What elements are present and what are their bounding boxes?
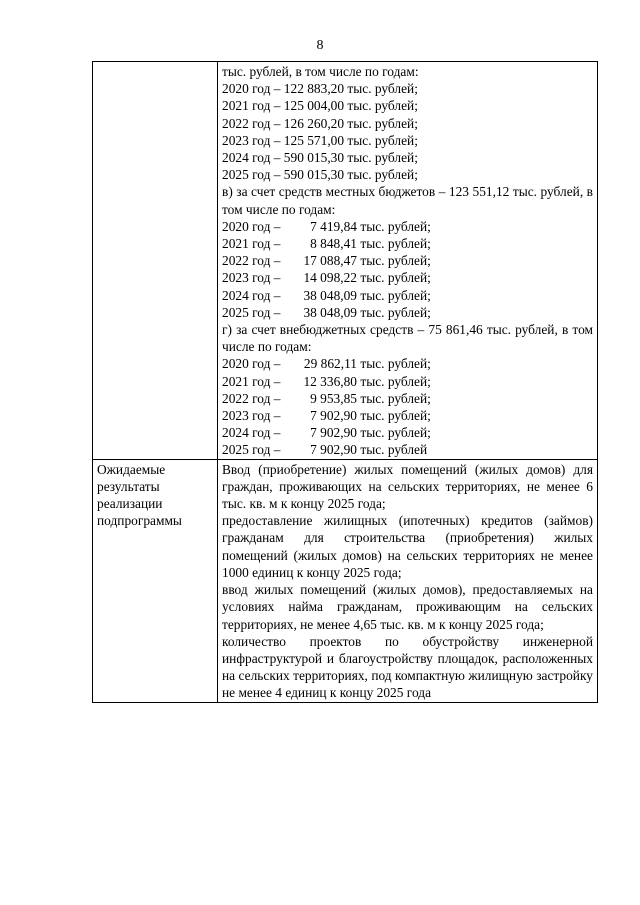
year-label: 2020 год – [222, 356, 281, 372]
year-amount: 8 848,41 [310, 236, 357, 252]
offbudget-year-line [222, 407, 593, 424]
results-value-cell [218, 459, 598, 702]
local-budget-year-line [222, 304, 593, 321]
year-label: 2024 год – [222, 287, 281, 303]
year-label: 2022 год – [222, 390, 281, 406]
offbudget-year-line [222, 373, 593, 390]
year-unit: тыс. рублей; [357, 287, 431, 303]
offbudget-year-line [222, 441, 593, 458]
year-unit: тыс. рублей; [357, 356, 431, 372]
funding-line: 2025 год – 590 015,30 тыс. рублей; [222, 167, 418, 183]
local-budget-year-line [222, 287, 593, 304]
funding-line: 2022 год – 126 260,20 тыс. рублей; [222, 115, 418, 131]
offbudget-year-line [222, 424, 593, 441]
funding-value-cell [218, 62, 598, 460]
result-item: Ввод (приобретение) жилых помещений (жилых домов) для граждан, проживающих на сельских территориях, не менее 6 тыс. кв. м к концу 2025 года; [222, 461, 593, 512]
year-label: 2022 год – [222, 253, 281, 269]
local-budget-year-line [222, 269, 593, 286]
year-unit: тыс. рублей; [357, 408, 431, 424]
year-amount: 9 953,85 [310, 390, 357, 406]
funding-line: тыс. рублей, в том числе по годам: [222, 64, 419, 79]
year-amount: 38 048,09 [303, 304, 357, 320]
year-label: 2020 год – [222, 218, 281, 234]
year-unit: тыс. рублей; [357, 425, 431, 441]
funding-line: 2023 год – 125 571,00 тыс. рублей; [222, 132, 418, 148]
year-label: 2021 год – [222, 373, 281, 389]
offbudget-year-line [222, 390, 593, 407]
year-amount: 12 336,80 [303, 373, 357, 389]
year-unit: тыс. рублей; [357, 373, 431, 389]
year-label: 2021 год – [222, 236, 281, 252]
year-label: 2023 год – [222, 270, 281, 286]
local-budget-year-line [222, 252, 593, 269]
funding-line: 2020 год – 122 883,20 тыс. рублей; [222, 81, 418, 97]
year-unit: тыс. рублей; [357, 390, 431, 406]
year-label: 2024 год – [222, 425, 281, 441]
result-item: количество проектов по обустройству инженерной инфраструктурой и благоустройству площадок, расположенных на сельских территориях, под компактную жилищную застройку не менее 4 единиц к концу 2025 года [222, 633, 593, 701]
year-unit: тыс. рублей; [357, 304, 431, 320]
program-table [92, 61, 598, 703]
funding-line: 2021 год – 125 004,00 тыс. рублей; [222, 98, 418, 114]
funding-line: 2024 год – 590 015,30 тыс. рублей; [222, 150, 418, 166]
year-amount: 7 419,84 [310, 218, 357, 234]
funding-row [93, 62, 598, 460]
year-amount: 7 902,90 [310, 408, 357, 424]
year-amount: 14 098,22 [303, 270, 357, 286]
local-budget-heading: в) за счет средств местных бюджетов – 123 551,12 тыс. рублей, в том числе по годам: [222, 184, 593, 217]
local-budget-year-line [222, 235, 593, 252]
year-amount: 7 902,90 [310, 442, 357, 458]
offbudget-heading: г) за счет внебюджетных средств – 75 861,46 тыс. рублей, в том числе по годам: [222, 322, 593, 355]
year-label: 2025 год – [222, 304, 281, 320]
year-unit: тыс. рублей [357, 442, 428, 458]
page-number: 8 [316, 38, 324, 53]
result-item: предоставление жилищных (ипотечных) кредитов (займов) гражданам для строительства (приобретения) жилых помещений (жилых домов) на сельских территориях не менее 1000 единиц к концу 2025 года; [222, 513, 593, 580]
result-item: ввод жилых помещений (жилых домов), предоставляемых на условиях найма гражданам, проживающим на сельских территориях, не менее 4,65 тыс. кв. м к концу 2025 года; [222, 582, 593, 632]
year-unit: тыс. рублей; [357, 253, 431, 269]
results-row [93, 459, 598, 702]
year-unit: тыс. рублей; [357, 218, 431, 234]
year-unit: тыс. рублей; [357, 236, 431, 252]
local-budget-year-line [222, 218, 593, 235]
year-unit: тыс. рублей; [357, 270, 431, 286]
year-label: 2025 год – [222, 442, 281, 458]
year-label: 2023 год – [222, 408, 281, 424]
year-amount: 17 088,47 [303, 253, 357, 269]
funding-label-cell [93, 62, 218, 460]
results-label: Ожидаемые результаты реализации подпрограммы [97, 461, 182, 529]
year-amount: 38 048,09 [303, 287, 357, 303]
offbudget-year-line [222, 355, 593, 372]
results-label-cell [93, 459, 218, 702]
year-amount: 29 862,11 [303, 356, 357, 372]
year-amount: 7 902,90 [310, 425, 357, 441]
